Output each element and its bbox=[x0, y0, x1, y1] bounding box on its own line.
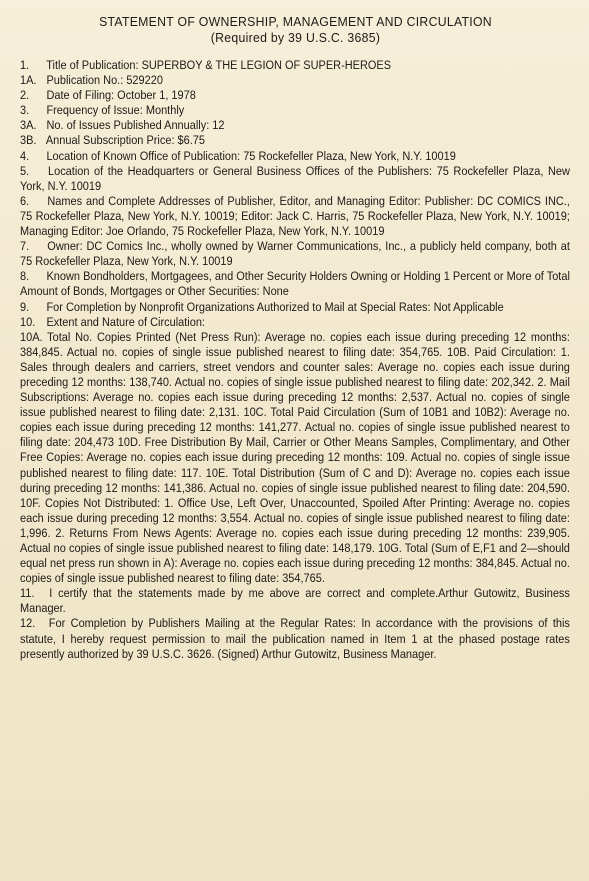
item-4: 4. Location of Known Office of Publication: 75 Rockefeller Plaza, New York, N.Y. 10019 bbox=[20, 148, 456, 163]
item-3: 3. Frequency of Issue: Monthly bbox=[20, 103, 185, 118]
statement-items bbox=[20, 58, 570, 662]
item-11: 11. I certify that the statements made by me above are correct and complete.Arthur Gutowitz, Business Manager. bbox=[20, 586, 570, 616]
statement-subtitle: (Required by 39 U.S.C. 3685) bbox=[210, 30, 381, 45]
item-9: 9. For Completion by Nonprofit Organizations Authorized to Mail at Special Rates: Not Applicable bbox=[20, 299, 504, 314]
item-5: 5. Location of the Headquarters or General Business Offices of the Publishers: 75 Rockefeller Plaza, New York, N.Y. 10019 bbox=[20, 163, 570, 193]
item-3a: 3A. No. of Issues Published Annually: 12 bbox=[20, 118, 225, 133]
item-1a: 1A. Publication No.: 529220 bbox=[20, 73, 163, 88]
item-2: 2. Date of Filing: October 1, 1978 bbox=[20, 88, 196, 103]
item-12: 12. For Completion by Publishers Mailing at the Regular Rates: In accordance with the provisions of this statute, I hereby request permission to mail the publication named in Item 1 at the phased postage rates presently authorized by 39 U.S.C. 3626. (Signed) Arthur Gutowitz, Business Manager. bbox=[20, 616, 570, 661]
item-8: 8. Known Bondholders, Mortgagees, and Other Security Holders Owning or Holding 1 Percent or More of Total Amount of Bonds, Mortgages or Other Securities: None bbox=[20, 269, 570, 299]
statement-header bbox=[20, 14, 571, 46]
item-10-circulation-details: 10A. Total No. Copies Printed (Net Press Run): Average no. copies each issue during preceding 12 months: 384,845. Actual no. copies of single issue published nearest to filing date: 354,765. 10B. Paid Circulation: 1. Sales through dealers and carriers, street vendors and counter sales: Average no. copies each issue during preceding 12 months: 138,740. Actual no. copies of single issue published nearest to filing date: 202,342. 2. Mail Subscriptions: Average no. copies each issue during preceding 12 months: 2,537. Actual no. copies of single issue published nearest to filing date: 2,131. 10C. Total Paid Circulation (Sum of 10B1 and 10B2): Average no. copies each issue during preceding 12 months: 141,277. Actual no. copies of single issue published nearest to filing date: 204,473 10D. Free Distribution By Mail, Carrier or Other Means Samples, Complimentary, and Other Free Copies: Average no. copies each issue during preceding 12 months: 109. Actual no. copies of single issue published nearest to filing date: 117. 10E. Total Distribution (Sum of C and D): Average no. copies each issue during preceding 12 months: 141,386. Actual no. copies of single issue published nearest to filing date: 204,590. 10F. Copies Not Distributed: 1. Office Use, Left Over, Unaccounted, Spoiled After Printing: Average no. copies each issue during preceding 12 months: 3,554. Actual no. copies of single issue published nearest to filing date: 1,996. 2. Returns From News Agents: Average no. copies each issue during preceding 12 months: 239,905. Actual no copies of single issue published nearest to filing date: 148,179. 10G. Total (Sum of E,F1 and 2—should equal net press run shown in A): Average no. copies each issue during preceding 12 months: 384,845. Actual no. copies of single issue published nearest to filing date: 354,765. bbox=[20, 329, 570, 586]
item-7: 7. Owner: DC Comics Inc., wholly owned by Warner Communications, Inc., a publicly held company, both at 75 Rockefeller Plaza, New York, N.Y. 10019 bbox=[20, 239, 570, 269]
item-10: 10. Extent and Nature of Circulation: bbox=[20, 314, 205, 329]
item-3b: 3B. Annual Subscription Price: $6.75 bbox=[20, 133, 205, 148]
statement-title: STATEMENT OF OWNERSHIP, MANAGEMENT AND CIRCULATION bbox=[99, 14, 492, 29]
item-1: 1. Title of Publication: SUPERBOY & THE LEGION OF SUPER-HEROES bbox=[20, 58, 392, 72]
item-6: 6. Names and Complete Addresses of Publisher, Editor, and Managing Editor: Publisher: DC COMICS INC., 75 Rockefeller Plaza, New York, N.Y. 10019; Editor: Jack C. Harris, 75 Rockefeller Plaza, New York, N.Y. 10019; Managing Editor: Joe Orlando, 75 Rockefeller Plaza, New York, N.Y. 10019 bbox=[20, 193, 570, 239]
